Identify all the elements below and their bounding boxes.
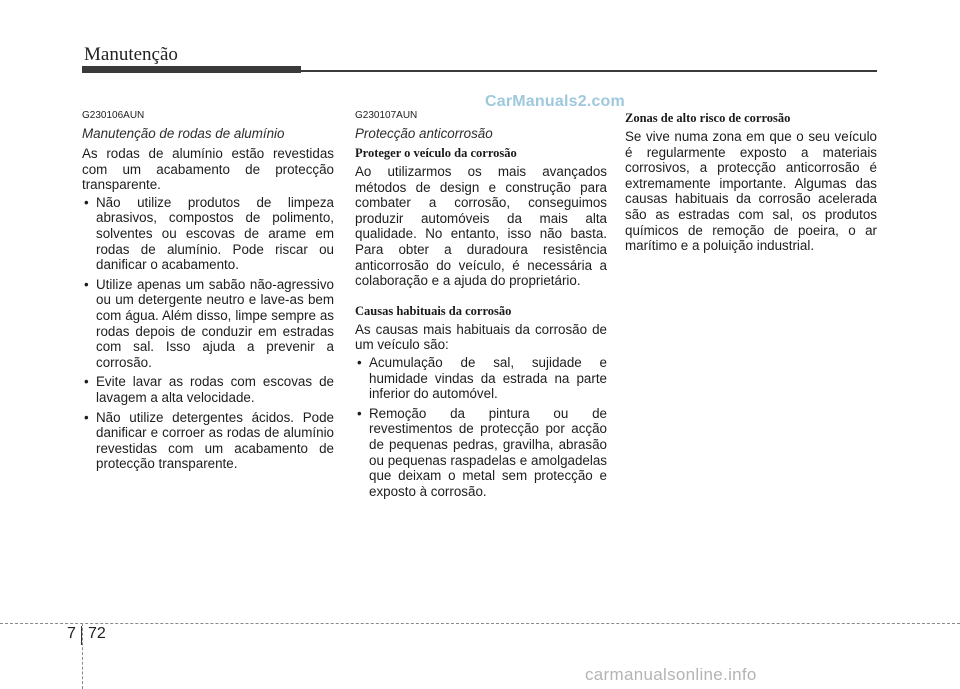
list-item: • Utilize apenas um sabão não-agressivo ou um detergente neutro e lave-as bem com água. Além disso, limpe sempre as rodas depois de conduzir em estradas com sal. Isso ajuda a prevenir a corrosão. [84,276,334,370]
header-rule-thin [301,70,877,72]
list-item: • Acumulação de sal, sujidade e humidade vindas da estrada na parte inferior do automóvel. [357,354,607,402]
footer-dashed-rule [0,623,960,624]
bullet-icon: • [84,194,89,210]
page-number-separator [81,626,82,645]
bullet-list [82,195,334,472]
section-title: Manutenção de rodas de alumínio [82,126,285,141]
bullet-icon: • [357,354,362,370]
bullet-list [355,355,607,499]
list-item: • Evite lavar as rodas com escovas de lavagem a alta velocidade. [84,374,334,405]
subheading-high-risk-zones: Zonas de alto risco de corrosão [625,111,791,125]
list-item: • Não utilize detergentes ácidos. Pode danificar e corroer as rodas de alumínio revestidas com um acabamento de protecção transparente. [84,409,334,472]
page-number: 72 [88,625,106,642]
footer-vertical-rule [82,623,83,689]
paragraph-common-causes: As causas mais habituais da corrosão de um veículo são: [355,321,607,353]
section-code: G230107AUN [355,110,418,121]
section-code: G230106AUN [82,110,145,121]
paragraph-high-risk-zones: Se vive numa zona em que o seu veículo é regularmente exposto a materiais corrosivos, a protecção anticorrosão é extremamente importante. Algumas das causas habituais da corrosão acelerada são as estradas com sal, os produtos químicos de remoção de poeira, o ar marítimo e a poluição industrial. [625,129,877,254]
list-item: • Remoção da pintura ou de revestimentos de protecção por acção de pequenas pedras, gravilha, abrasão ou pequenas raspadelas e amolgadelas que deixam o metal sem protecção e exposto à corrosão. [357,405,607,499]
bullet-icon: • [84,374,89,390]
chapter-number: 7 [67,625,76,642]
column-aluminium-wheels [82,110,334,476]
paragraph-protect-vehicle: Ao utilizarmos os mais avançados métodos de design e construção para combater a corrosão, conseguimos produzir automóveis da mais alta qualidade. No entanto, isso não basta. Para obter a duradoura resistência anticorrosão do veículo, é necessária a colaboração e a ajuda do proprietário. [355,164,607,289]
bullet-icon: • [84,276,89,292]
watermark-carmanualsonline[interactable]: carmanualsonline.info [585,665,757,684]
header-rule-thick [82,66,301,73]
bullet-icon: • [357,405,362,421]
watermark-carmanuals2[interactable]: CarManuals2.com [485,93,625,110]
section-title: Protecção anticorrosão [355,126,493,141]
column-corrosion-protection [355,110,607,503]
bullet-icon: • [84,409,89,425]
list-item: • Não utilize produtos de limpeza abrasivos, compostos de polimento, solventes ou escovas de arame em rodas de alumínio. Pode riscar ou danificar o acabamento. [84,194,334,273]
subheading-common-causes: Causas habituais da corrosão [355,303,512,318]
column-high-risk-zones [625,111,877,254]
subheading-protect-vehicle: Proteger o veículo da corrosão [355,146,517,160]
page-header-title: Manutenção [84,44,178,65]
section-intro: As rodas de alumínio estão revestidas com um acabamento de protecção transparente. [82,146,334,193]
